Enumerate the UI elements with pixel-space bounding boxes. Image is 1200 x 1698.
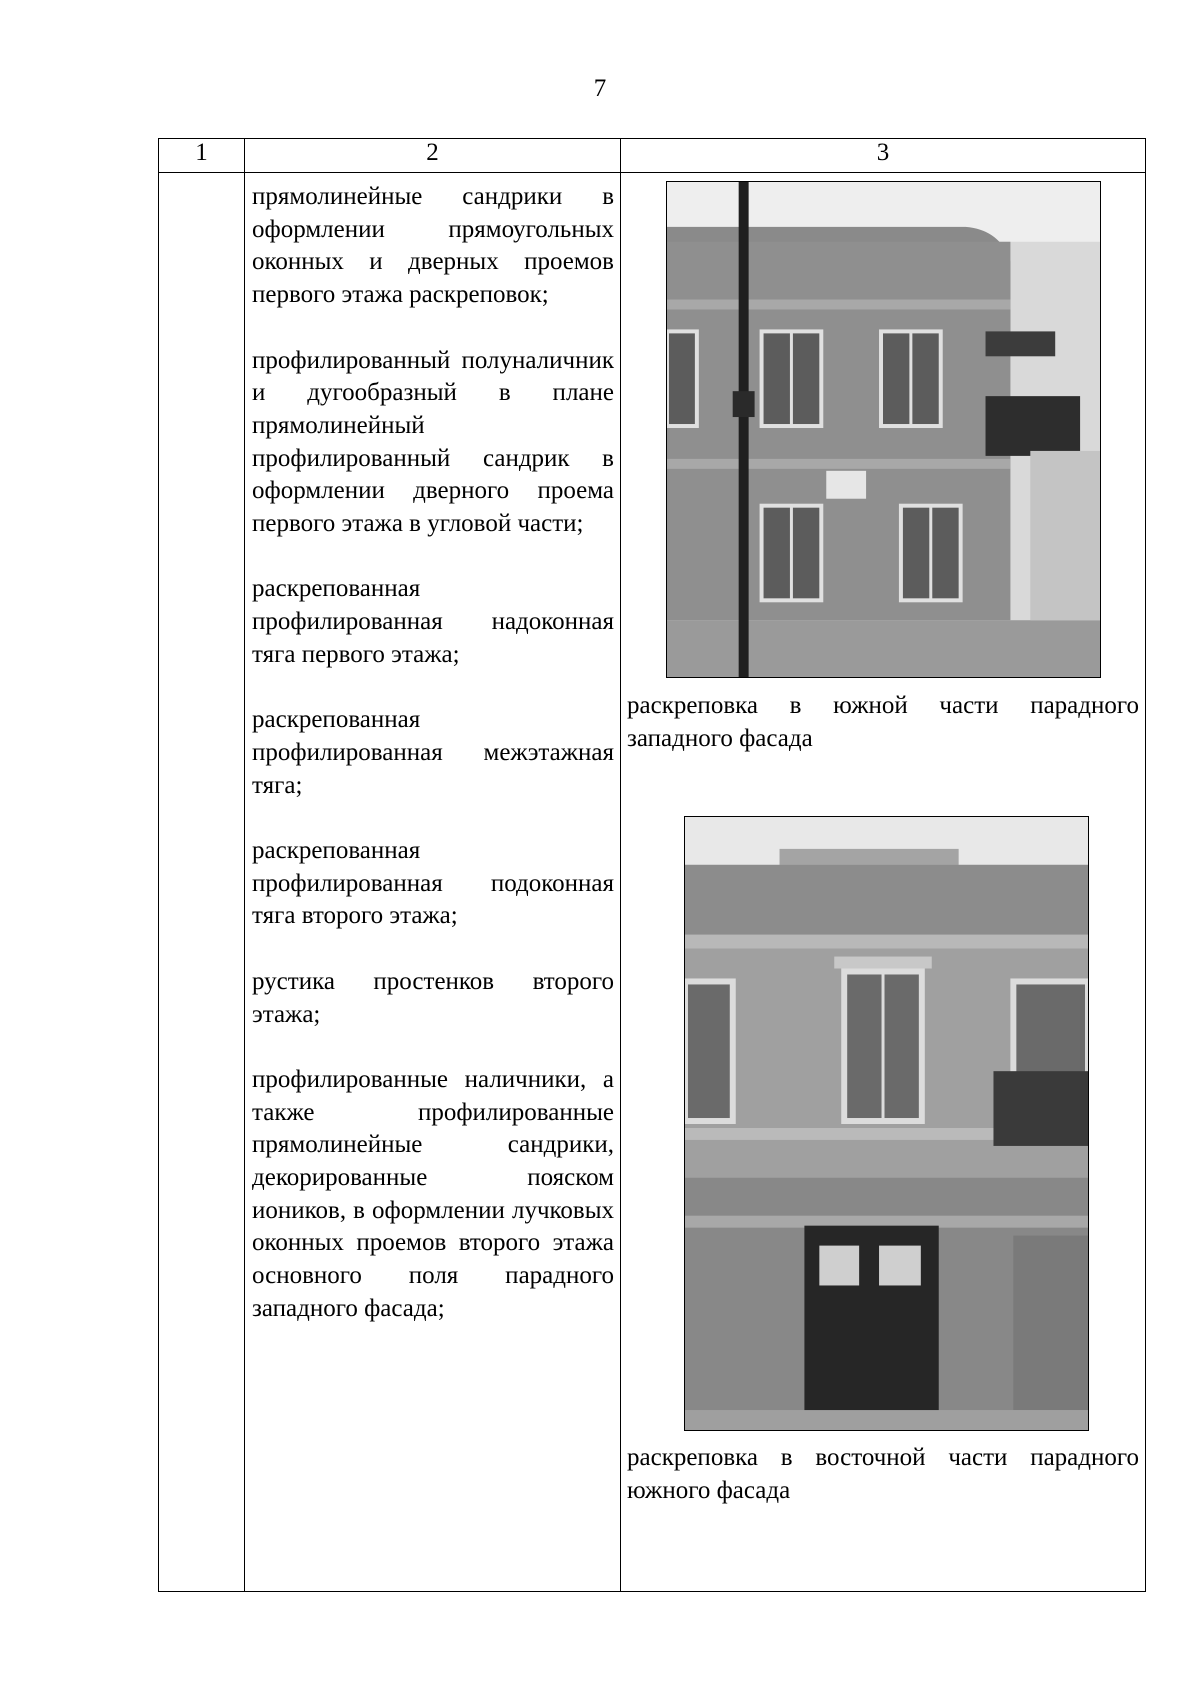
heritage-table: [158, 138, 1146, 1592]
description-paragraph: раскрепованная профилированная подоконная тяга второго этажа;: [252, 837, 614, 930]
photo-caption-west: раскреповка в южной части парадного западного фасада: [627, 692, 1139, 752]
description-paragraph: прямолинейные сандрики в оформлении прямоугольных оконных и дверных проемов первого этажа раскреповок;: [252, 183, 614, 309]
header-col-3: 3: [621, 139, 1146, 173]
cell-number: [159, 173, 245, 1592]
cell-photos: [621, 173, 1146, 1592]
description-paragraph: рустика простенков второго этажа;: [252, 967, 614, 1028]
cell-description: [245, 173, 621, 1592]
photo-caption-south: раскреповка в восточной части парадного южного фасада: [627, 1444, 1139, 1504]
table-row: [159, 173, 1146, 1592]
table-header-row: [159, 139, 1146, 173]
description-paragraph: раскрепованная профилированная надоконная тяга первого этажа;: [252, 575, 614, 668]
facade-photo-south: [684, 816, 1089, 1431]
facade-photo-west: [666, 181, 1101, 678]
header-col-2: 2: [245, 139, 621, 173]
description-paragraph: профилированные наличники, а также профилированные прямолинейные сандрики, декорированные пояском иоников, в оформлении лучковых оконных проемов второго этажа основного поля парадного западного фасада;: [252, 1065, 614, 1322]
description-paragraph: профилированный полуналичник и дугообразный в плане прямолинейный профилированный сандрик в оформлении дверного проема первого этажа в угловой части;: [252, 346, 614, 538]
header-col-1: 1: [159, 139, 245, 173]
page-number: 7: [593, 75, 607, 102]
description-paragraph: раскрепованная профилированная межэтажная тяга;: [252, 706, 614, 799]
